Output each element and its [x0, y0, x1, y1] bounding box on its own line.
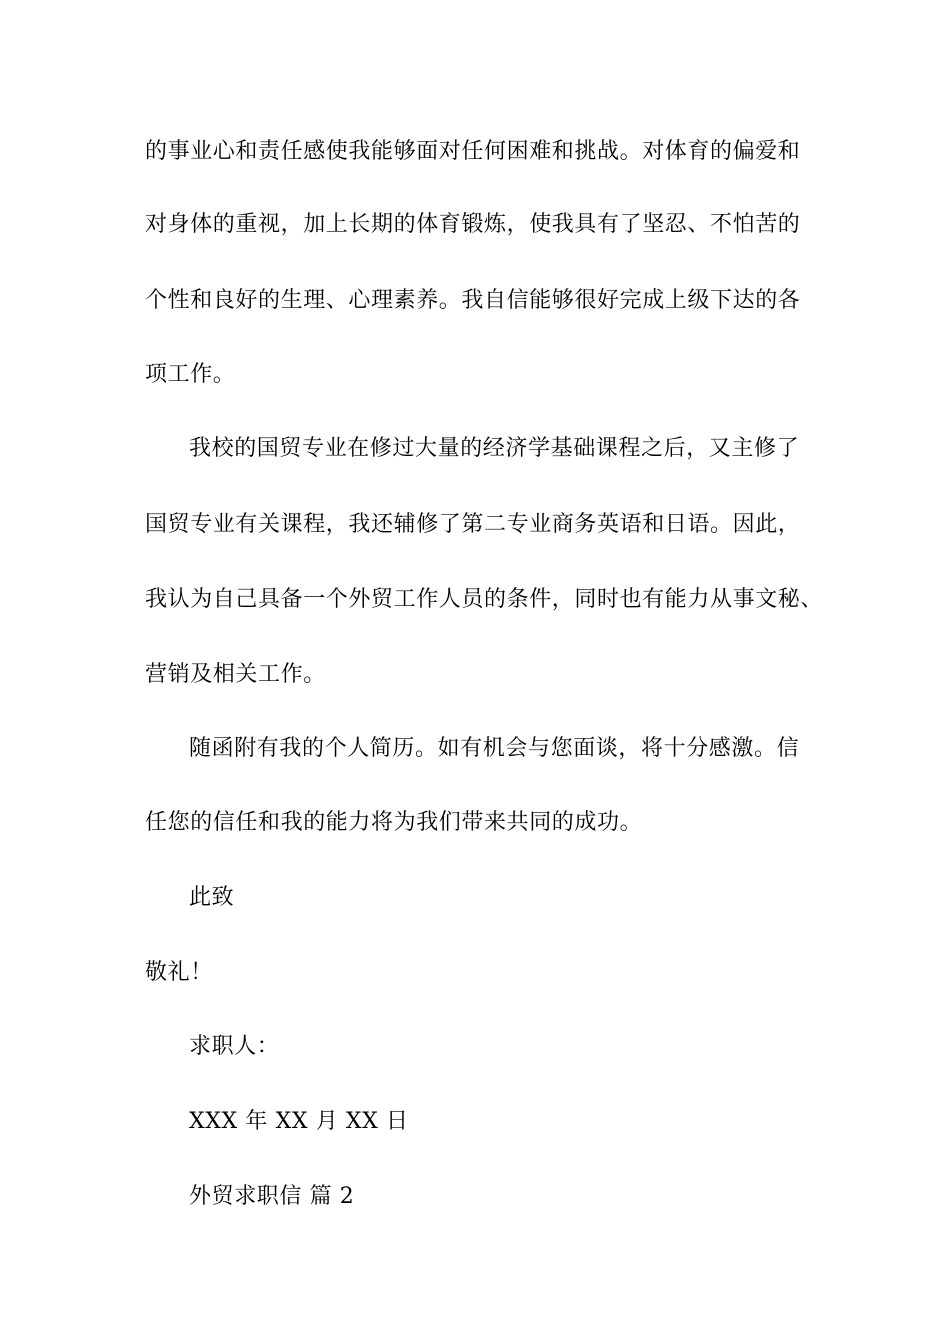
paragraph-line: 的事业心和责任感使我能够面对任何困难和挑战。对体育的偏爱和: [145, 139, 801, 164]
paragraph-line: 我认为自己具备一个外贸工作人员的条件，同时也有能力从事文秘、: [145, 587, 824, 612]
section-title: 外贸求职信 篇 2: [189, 1184, 355, 1209]
date-line: XXX 年 XX 月 XX 日: [189, 1109, 409, 1134]
applicant-label: 求职人：: [189, 1034, 280, 1059]
paragraph-line: 营销及相关工作。: [145, 662, 326, 687]
paragraph-line: 国贸专业有关课程，我还辅修了第二专业商务英语和日语。因此，: [145, 512, 801, 537]
paragraph-line: 对身体的重视，加上长期的体育锻炼，使我具有了坚忍、不怕苦的: [145, 212, 801, 237]
paragraph-line: 随函附有我的个人简历。如有机会与您面谈，将十分感激。信: [189, 736, 800, 761]
salutation-closing: 此致: [189, 885, 235, 910]
paragraph-line: 个性和良好的生理、心理素养。我自信能够很好完成上级下达的各: [145, 288, 801, 313]
salutation-regards: 敬礼！: [145, 960, 213, 985]
paragraph-line: 项工作。: [145, 362, 236, 387]
paragraph-line: 我校的国贸专业在修过大量的经济学基础课程之后，又主修了: [189, 436, 800, 461]
paragraph-line: 任您的信任和我的能力将为我们带来共同的成功。: [145, 810, 643, 835]
